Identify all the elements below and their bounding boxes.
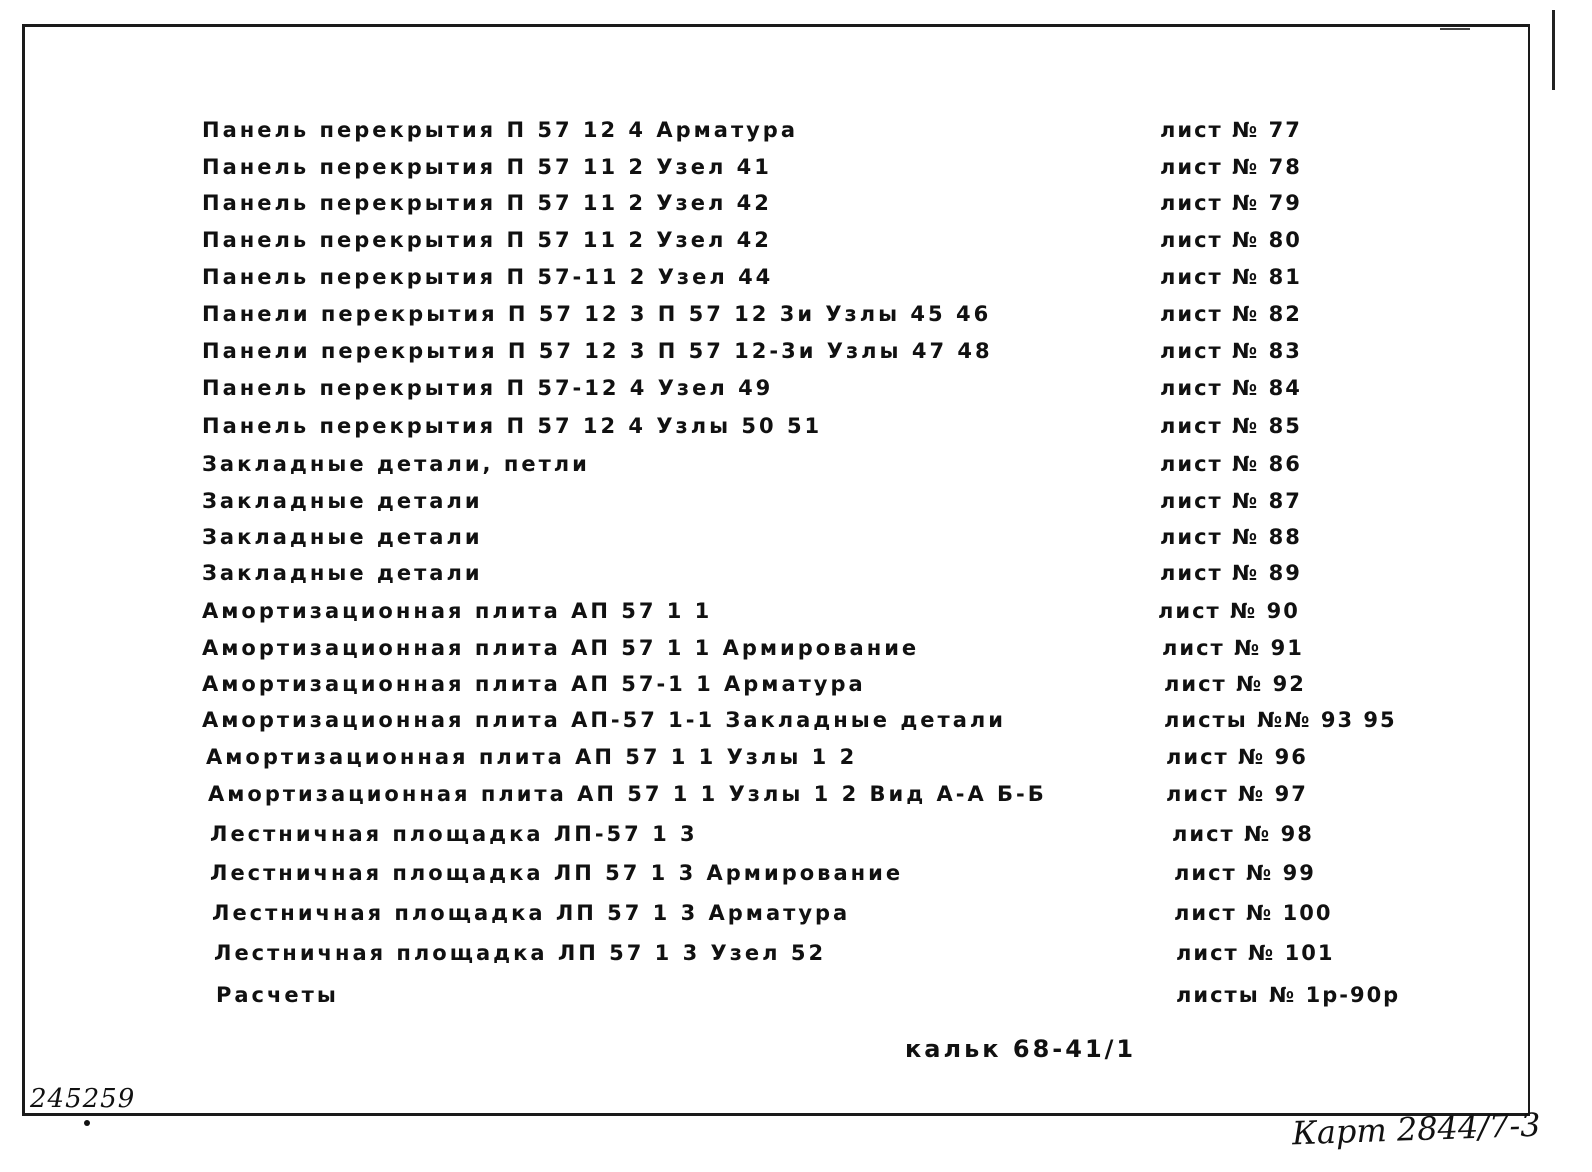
tracing-reference: кальк 68-41/1 <box>905 1035 1137 1063</box>
row-title: Закладные детали <box>202 489 483 513</box>
index-row <box>0 299 1592 329</box>
index-row <box>0 705 1592 735</box>
row-sheet-number: лист № 98 <box>1172 822 1314 846</box>
row-title: Панель перекрытия П 57-12 4 Узел 49 <box>202 376 774 400</box>
row-sheet-number: лист № 101 <box>1176 941 1335 965</box>
row-title: Амортизационная плита АП 57 1 1 Армирование <box>202 636 920 660</box>
row-title: Лестничная площадка ЛП-57 1 3 <box>210 822 698 846</box>
index-row <box>0 980 1592 1010</box>
row-sheet-number: лист № 83 <box>1160 339 1302 363</box>
row-title: Закладные детали, петли <box>202 452 590 476</box>
index-row <box>0 449 1592 479</box>
row-sheet-number: лист № 97 <box>1166 782 1308 806</box>
index-row <box>0 633 1592 663</box>
row-sheet-number: лист № 89 <box>1160 561 1302 585</box>
row-sheet-number: лист № 85 <box>1160 414 1302 438</box>
row-title: Закладные детали <box>202 561 483 585</box>
row-sheet-number: лист № 78 <box>1160 155 1302 179</box>
index-row <box>0 152 1592 182</box>
row-sheet-number: лист № 84 <box>1160 376 1302 400</box>
row-title: Панель перекрытия П 57 11 2 Узел 42 <box>202 191 772 215</box>
index-row <box>0 486 1592 516</box>
row-sheet-number: лист № 81 <box>1160 265 1302 289</box>
index-row <box>0 858 1592 888</box>
row-title: Панель перекрытия П 57-11 2 Узел 44 <box>202 265 774 289</box>
index-row <box>0 411 1592 441</box>
index-row <box>0 225 1592 255</box>
row-sheet-number: лист № 88 <box>1160 525 1302 549</box>
index-row <box>0 262 1592 292</box>
row-title: Амортизационная плита АП-57 1-1 Закладные детали <box>202 708 1006 732</box>
row-sheet-number: лист № 91 <box>1162 636 1304 660</box>
row-sheet-number: лист № 82 <box>1160 302 1302 326</box>
index-row <box>0 898 1592 928</box>
row-sheet-number: лист № 90 <box>1158 599 1300 623</box>
row-sheet-number: лист № 92 <box>1164 672 1306 696</box>
row-title: Закладные детали <box>202 525 483 549</box>
row-title: Панель перекрытия П 57 12 4 Узлы 50 51 <box>202 414 823 438</box>
row-title: Панели перекрытия П 57 12 3 П 57 12-3и Узлы 47 48 <box>202 339 993 363</box>
row-title: Амортизационная плита АП 57-1 1 Арматура <box>202 672 866 696</box>
index-row <box>0 522 1592 552</box>
index-row <box>0 558 1592 588</box>
index-row <box>0 188 1592 218</box>
row-title: Панель перекрытия П 57 12 4 Арматура <box>202 118 799 142</box>
row-sheet-number: лист № 99 <box>1174 861 1316 885</box>
row-title: Амортизационная плита АП 57 1 1 Узлы 1 2 <box>206 745 858 769</box>
row-title: Панели перекрытия П 57 12 3 П 57 12 3и Узлы 45 46 <box>202 302 992 326</box>
index-row <box>0 596 1592 626</box>
row-sheet-number: лист № 87 <box>1160 489 1302 513</box>
index-row <box>0 742 1592 772</box>
card-reference: Карт 2844/7-3 <box>1291 1105 1542 1153</box>
row-sheet-number: лист № 96 <box>1166 745 1308 769</box>
index-row <box>0 373 1592 403</box>
row-sheet-number: лист № 79 <box>1160 191 1302 215</box>
ink-dot <box>84 1120 90 1126</box>
row-title: Лестничная площадка ЛП 57 1 3 Узел 52 <box>214 941 827 965</box>
inventory-number: 245259 <box>30 1084 136 1114</box>
row-sheet-number: лист № 77 <box>1160 118 1302 142</box>
index-row <box>0 938 1592 968</box>
row-title: Лестничная площадка ЛП 57 1 3 Армирование <box>210 861 904 885</box>
index-row <box>0 779 1592 809</box>
row-title: Расчеты <box>216 983 339 1007</box>
row-sheet-number: листы №№ 93 95 <box>1164 708 1397 732</box>
row-title: Панель перекрытия П 57 11 2 Узел 41 <box>202 155 772 179</box>
row-sheet-number: лист № 86 <box>1160 452 1302 476</box>
row-title: Амортизационная плита АП 57 1 1 <box>202 599 713 623</box>
row-sheet-number: лист № 100 <box>1174 901 1333 925</box>
row-title: Панель перекрытия П 57 11 2 Узел 42 <box>202 228 772 252</box>
row-sheet-number: лист № 80 <box>1160 228 1302 252</box>
row-title: Лестничная площадка ЛП 57 1 3 Арматура <box>212 901 851 925</box>
index-row <box>0 669 1592 699</box>
row-sheet-number: листы № 1р-90р <box>1176 983 1401 1007</box>
index-row <box>0 115 1592 145</box>
index-row <box>0 336 1592 366</box>
row-title: Амортизационная плита АП 57 1 1 Узлы 1 2 Вид А-А Б-Б <box>208 782 1047 806</box>
index-row <box>0 819 1592 849</box>
